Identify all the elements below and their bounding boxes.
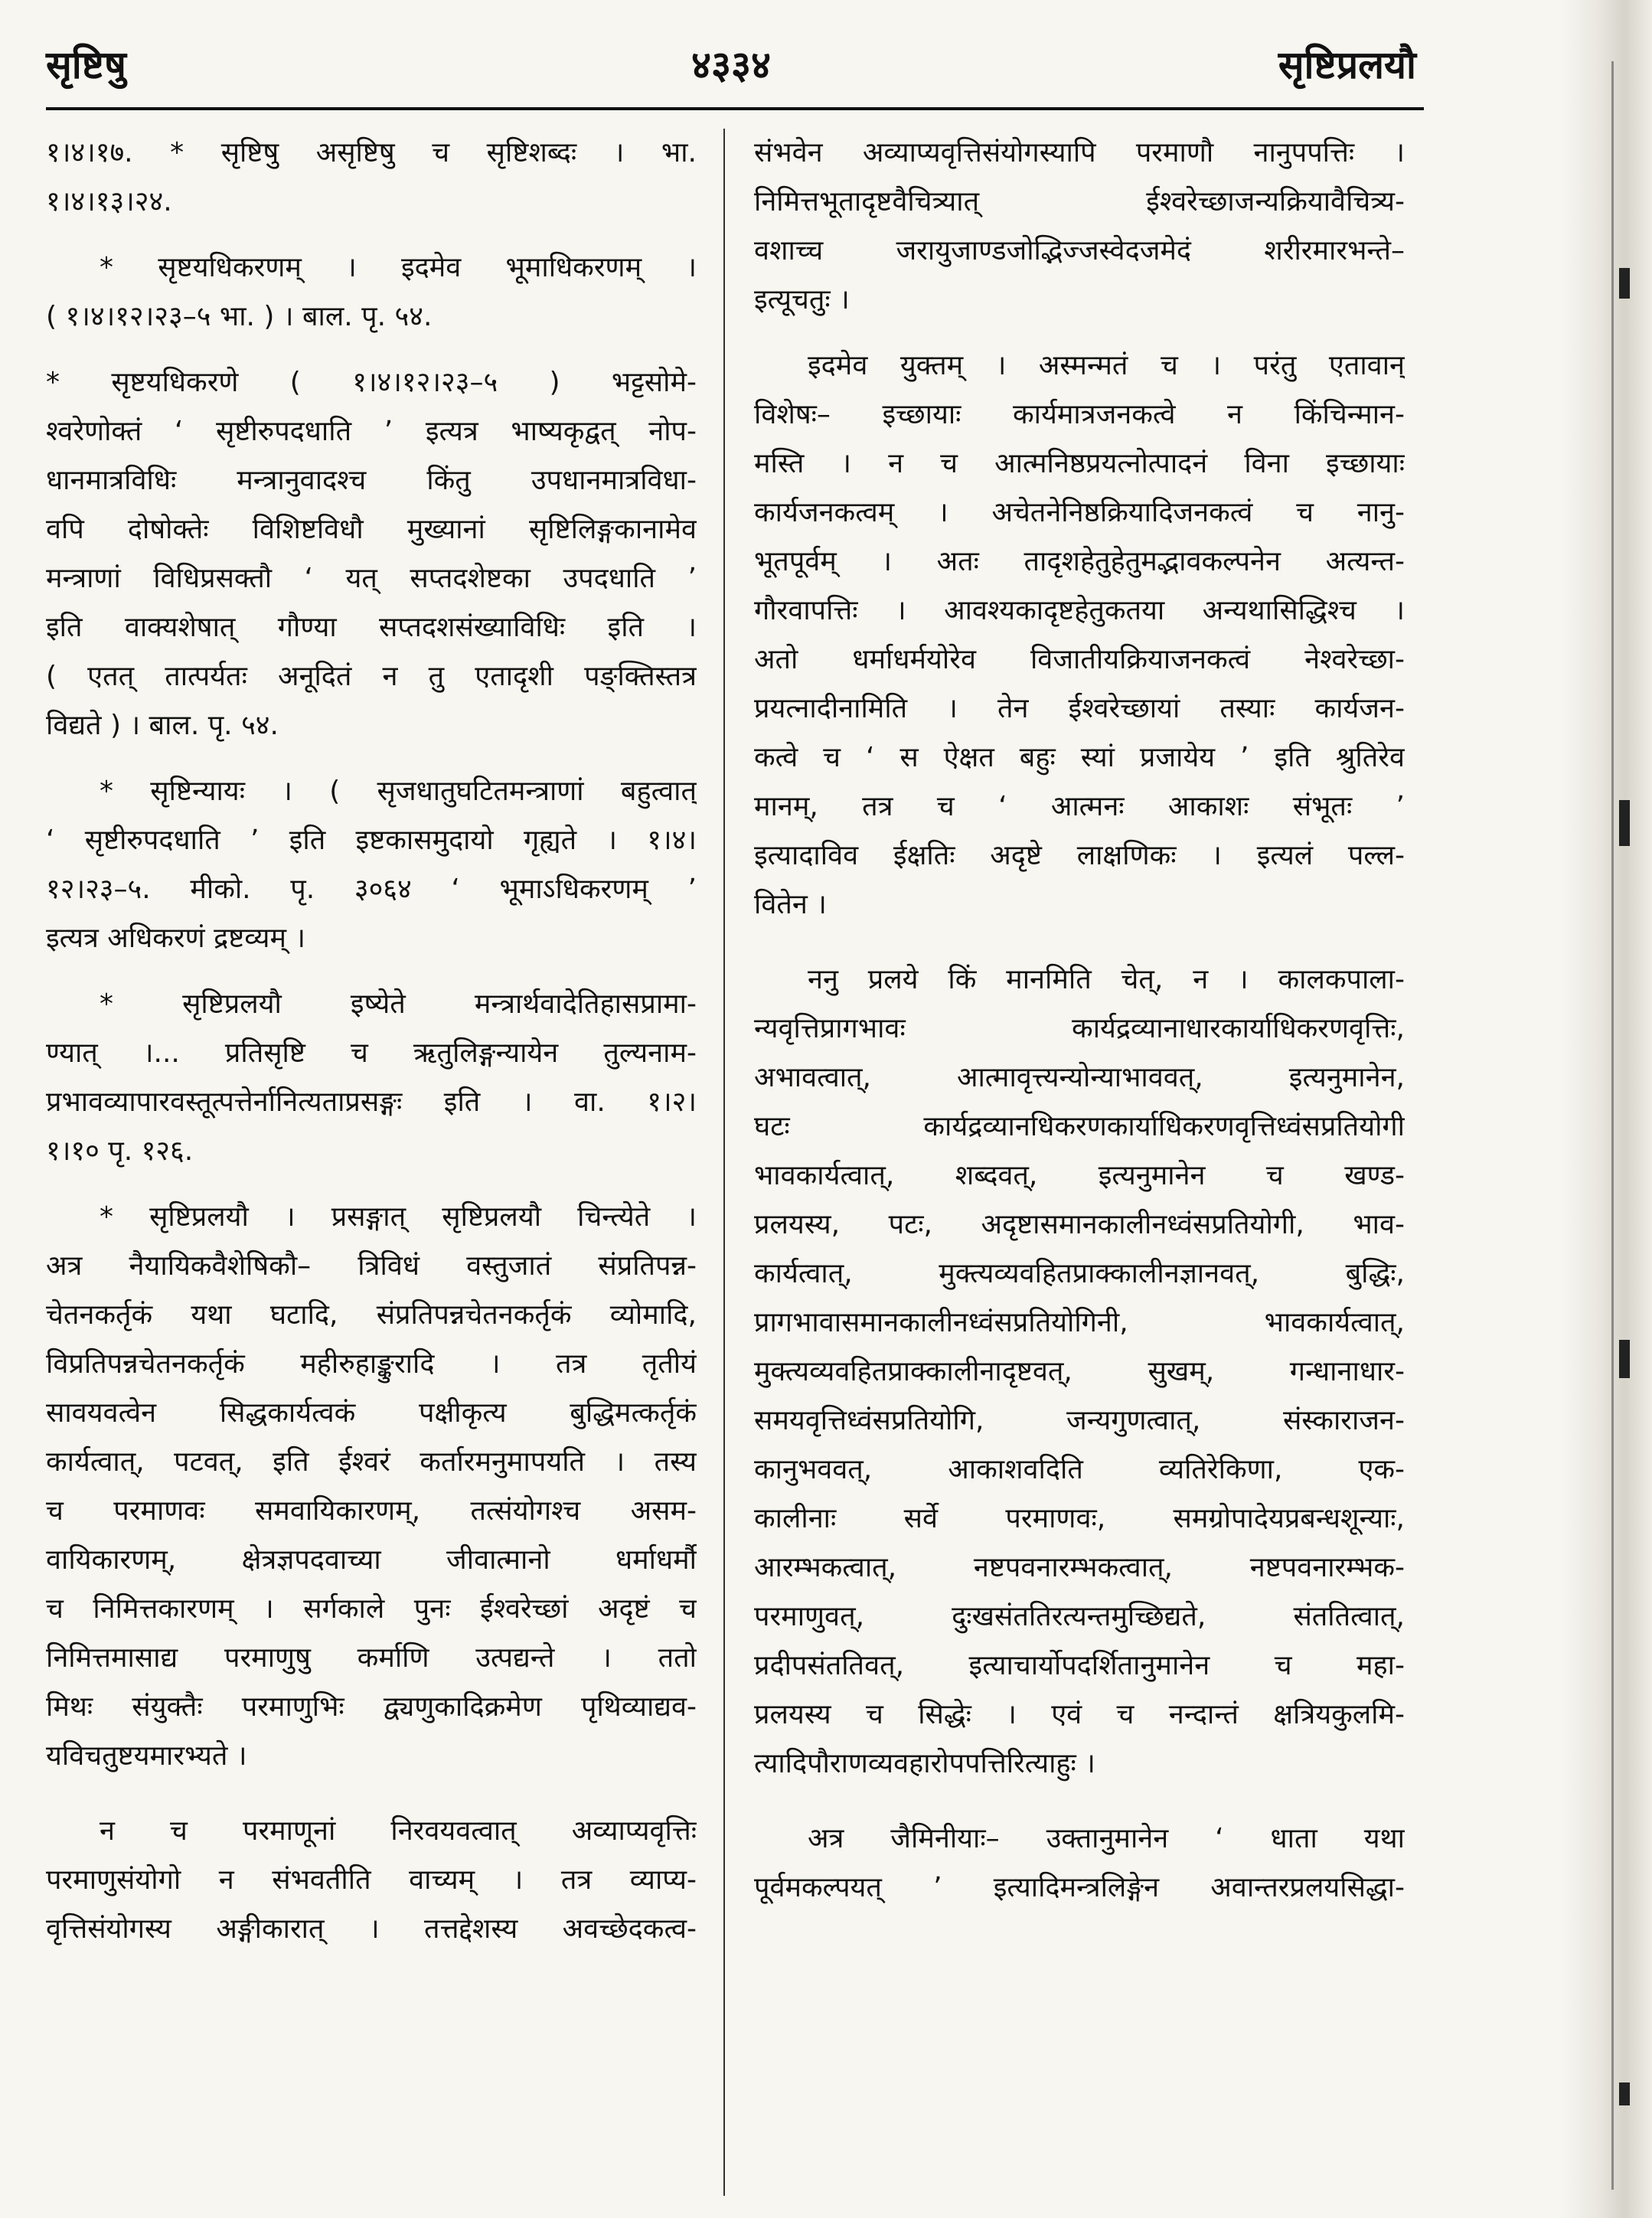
text-line: कानुभववत्, आकाशवदिति व्यतिरेकिणा, एक- [754, 1454, 1405, 1485]
header-left-keyword: सृष्टिषु [46, 43, 126, 87]
text-line: अभावत्वात्, आत्मावृत्त्यन्योन्याभाववत्, इत्यनुमानेन, [754, 1062, 1405, 1093]
text-line: * सृष्टिन्यायः । ( सृजधातुघटितमन्त्राणां बहुत्वात् [100, 776, 697, 807]
text-line: च परमाणवः समवायिकारणम्, तत्संयोगश्च असम- [46, 1495, 697, 1527]
text-line: * सृष्टयधिकरणम् । इदमेव भूमाधिकरणम् । [100, 252, 697, 283]
text-line: इत्यादाविव ईक्षतिः अदृष्टे लाक्षणिकः । इत्यलं पल्ल- [754, 840, 1405, 871]
text-line: १।४।१७. * सृष्टिषु असृष्टिषु च सृष्टिशब्दः । भा. [46, 137, 697, 168]
text-line: ण्यात् ।... प्रतिसृष्टि च ऋतुलिङ्गन्यायेन तुल्यनाम- [46, 1037, 697, 1069]
text-line: * सृष्टिप्रलयौ इष्येते मन्त्रार्थवादेतिहासप्रामा- [100, 988, 697, 1020]
page-number: ४३३४ [691, 43, 771, 87]
text-line: विशेषः– इच्छायाः कार्यमात्रजनकत्वे न किंचिन्मान- [754, 399, 1405, 430]
text-line: कार्यत्वात्, पटवत्, इति ईश्वरं कर्तारमनुमापयति । तस्य [46, 1446, 697, 1478]
text-line: भावकार्यत्वात्, शब्दवत्, इत्यनुमानेन च खण्ड- [754, 1160, 1405, 1191]
right-column [754, 129, 1405, 1913]
text-line: ननु प्रलये किं मानमिति चेत्, न । कालकपाला- [808, 964, 1405, 995]
text-line: मुक्त्यव्यवहितप्राक्कालीनादृष्टवत्, सुखम्, गन्धानाधार- [754, 1356, 1405, 1387]
text-line: विप्रतिपन्नचेतनकर्तृकं महीरुहाङ्कुरादि । तत्र तृतीयं [46, 1348, 697, 1380]
text-line: * सृष्टिप्रलयौ । प्रसङ्गात् सृष्टिप्रलयौ चिन्त्येते । [100, 1201, 697, 1233]
text-line: चेतनकर्तृकं यथा घटादि, संप्रतिपन्नचेतनकर्तृकं व्योमादि, [46, 1299, 697, 1331]
text-line: अत्र नैयायिकवैशेषिकौ– त्रिविधं वस्तुजातं संप्रतिपन्न- [46, 1250, 697, 1282]
text-line: इत्यूचतुः । [754, 284, 850, 315]
text-line: १।१० पृ. १२६. [46, 1135, 194, 1167]
text-line: मानम्, तत्र च ‘ आत्मनः आकाशः संभूतः ’ [754, 791, 1405, 822]
text-line: संभवेन अव्याप्यवृत्तिसंयोगस्यापि परमाणौ नानुपपत्तिः । [754, 137, 1405, 168]
text-line: ( १।४।१२।२३–५ भा. ) । बाल. पृ. ५४. [46, 301, 433, 332]
text-line: गौरवापत्तिः । आवश्यकादृष्टहेतुकतया अन्यथासिद्धिश्च । [754, 595, 1405, 626]
binding-mark [1619, 800, 1630, 846]
text-line: वपि दोषोक्तेः विशिष्टविधौ मुख्यानां सृष्टिलिङ्गकानामेव [46, 514, 697, 545]
text-line: निमित्तमासाद्य परमाणुषु कर्माणि उत्पद्यन्ते । ततो [46, 1642, 697, 1674]
page-header [46, 31, 1416, 100]
text-line: १।४।१३।२४. [46, 186, 172, 217]
binding-mark [1619, 2082, 1630, 2105]
text-line: प्रलयस्य, पटः, अदृष्टासमानकालीनध्वंसप्रतियोगी, भाव- [754, 1209, 1405, 1240]
text-line: पूर्वमकल्पयत् ’ इत्यादिमन्त्रलिङ्गेन अवान्तरप्रलयसिद्धा- [754, 1872, 1405, 1903]
text-line: * सृष्टयधिकरणे ( १।४।१२।२३–५ ) भट्टसोमे- [46, 367, 697, 398]
text-line: वितेन । [754, 889, 827, 920]
text-line: प्रयत्नादीनामिति । तेन ईश्वरेच्छायां तस्याः कार्यजन- [754, 693, 1405, 724]
text-line: अत्र जैमिनीयाः– उक्तानुमानेन ‘ धाता यथा [808, 1823, 1405, 1854]
text-line: प्रदीपसंततिवत्, इत्याचार्योपदर्शितानुमानेन च महा- [754, 1650, 1405, 1681]
text-line: १२।२३–५. मीको. पृ. ३०६४ ‘ भूमाऽधिकरणम् ’ [46, 874, 697, 905]
text-line: ‘ सृष्टीरुपदधाति ’ इति इष्टकासमुदायो गृह्यते । १।४। [46, 825, 697, 856]
text-line: वृत्तिसंयोगस्य अङ्गीकारात् । तत्तद्देशस्य अवच्छेदकत्व- [46, 1913, 697, 1945]
text-line: वशाच्च जरायुजाण्डजोद्भिज्जस्वेदजमेदं शरीरमारभन्ते– [754, 235, 1405, 266]
text-line: मिथः संयुक्तैः परमाणुभिः द्व्यणुकादिक्रमेण पृथिव्याद्यव- [46, 1691, 697, 1723]
text-line: न्यवृत्तिप्रागभावः कार्यद्रव्यानाधारकार्याधिकरणवृत्तिः, [754, 1013, 1405, 1044]
text-line: श्वरेणोक्तं ‘ सृष्टीरुपदधाति ’ इत्यत्र भाष्यकृद्वत् नोप- [46, 416, 697, 447]
binding-mark [1619, 268, 1630, 299]
text-line: न च परमाणूनां निरवयवत्वात् अव्याप्यवृत्तिः [100, 1815, 697, 1847]
text-line: घटः कार्यद्रव्यानधिकरणकार्याधिकरणवृत्तिध्वंसप्रतियोगी [754, 1111, 1405, 1142]
text-line: कत्वे च ‘ स ऐक्षत बहुः स्यां प्रजायेय ’ इति श्रुतिरेव [754, 742, 1405, 773]
header-right-keyword: सृष्टिप्रलयौ [1278, 43, 1416, 87]
text-line: निमित्तभूतादृष्टवैचित्र्यात् ईश्वरेच्छाजन्यक्रियावैचित्र्य- [754, 186, 1405, 217]
text-line: प्रभावव्यापारवस्तूत्पत्तेर्नानित्यताप्रसङ्गः इति । वा. १।२। [46, 1086, 697, 1118]
text-line: वायिकारणम्, क्षेत्रज्ञपदवाच्या जीवात्मानो धर्माधर्मौ [46, 1544, 697, 1576]
text-line: इत्यत्र अधिकरणं द्रष्टव्यम् । [46, 923, 306, 954]
text-line: मन्त्राणां विधिप्रसक्तौ ‘ यत् सप्तदशेष्टका उपदधाति ’ [46, 563, 697, 594]
text-line: कार्यजनकत्वम् । अचेतनेनिष्ठक्रियादिजनकत्वं च नानु- [754, 497, 1405, 528]
text-line: अतो धर्माधर्मयोरेव विजातीयक्रियाजनकत्वं नेश्वरेच्छा- [754, 644, 1405, 675]
text-line: कालीनाः सर्वे परमाणवः, समग्रोपादेयप्रबन्धशून्याः, [754, 1503, 1405, 1534]
header-rule [46, 107, 1424, 110]
text-line: कार्यत्वात्, मुक्त्यव्यवहितप्राक्कालीनज्ञानवत्, बुद्धिः, [754, 1258, 1405, 1289]
text-line: विद्यते ) । बाल. पृ. ५४. [46, 710, 279, 741]
text-line: समयवृत्तिध्वंसप्रतियोगि, जन्यगुणत्वात्, संस्काराजन- [754, 1405, 1405, 1436]
binding-mark [1619, 1340, 1630, 1378]
text-line: च निमित्तकारणम् । सर्गकाले पुनः ईश्वरेच्छां अदृष्टं च [46, 1593, 697, 1625]
text-line: इदमेव युक्तम् । अस्मन्मतं च । परंतु एतावान् [808, 350, 1405, 381]
text-line: भूतपूर्वम् । अतः तादृशहेतुहेतुमद्भावकल्पनेन अत्यन्त- [754, 546, 1405, 577]
text-line: सावयवत्वेन सिद्धकार्यत्वकं पक्षीकृत्य बुद्धिमत्कर्तृकं [46, 1397, 697, 1429]
text-line: ( एतत् तात्पर्यतः अनूदितं न तु एतादृशी पङ्क्तिस्तत्र [46, 661, 697, 692]
left-column [46, 129, 697, 1954]
column-divider [723, 129, 725, 2196]
text-line: परमाणुसंयोगो न संभवतीति वाच्यम् । तत्र व्याप्य- [46, 1864, 697, 1896]
text-line: परमाणुवत्, दुःखसंततिरत्यन्तमुच्छिद्यते, संततित्वात्, [754, 1601, 1405, 1632]
binding-line [1611, 61, 1614, 2190]
text-line: इति वाक्यशेषात् गौण्या सप्तदशसंख्याविधिः इति । [46, 612, 697, 643]
text-line: यविचतुष्टयमारभ्यते । [46, 1740, 247, 1772]
text-line: त्यादिपौराणव्यवहारोपपत्तिरित्याहुः । [754, 1748, 1095, 1779]
text-line: धानमात्रविधिः मन्त्रानुवादश्च किंतु उपधानमात्रविधा- [46, 465, 697, 496]
text-line: आरम्भकत्वात्, नष्टपवनारम्भकत्वात्, नष्टपवनारम्भक- [754, 1552, 1405, 1583]
text-line: प्रागभावासमानकालीनध्वंसप्रतियोगिनी, भावकार्यत्वात्, [754, 1307, 1405, 1338]
text-line: प्रलयस्य च सिद्धेः । एवं च नन्दान्तं क्षत्रियकुलमि- [754, 1699, 1405, 1730]
text-line: मस्ति । न च आत्मनिष्ठप्रयत्नोत्पादनं विना इच्छायाः [754, 448, 1405, 479]
binding-edge [1562, 0, 1652, 2218]
